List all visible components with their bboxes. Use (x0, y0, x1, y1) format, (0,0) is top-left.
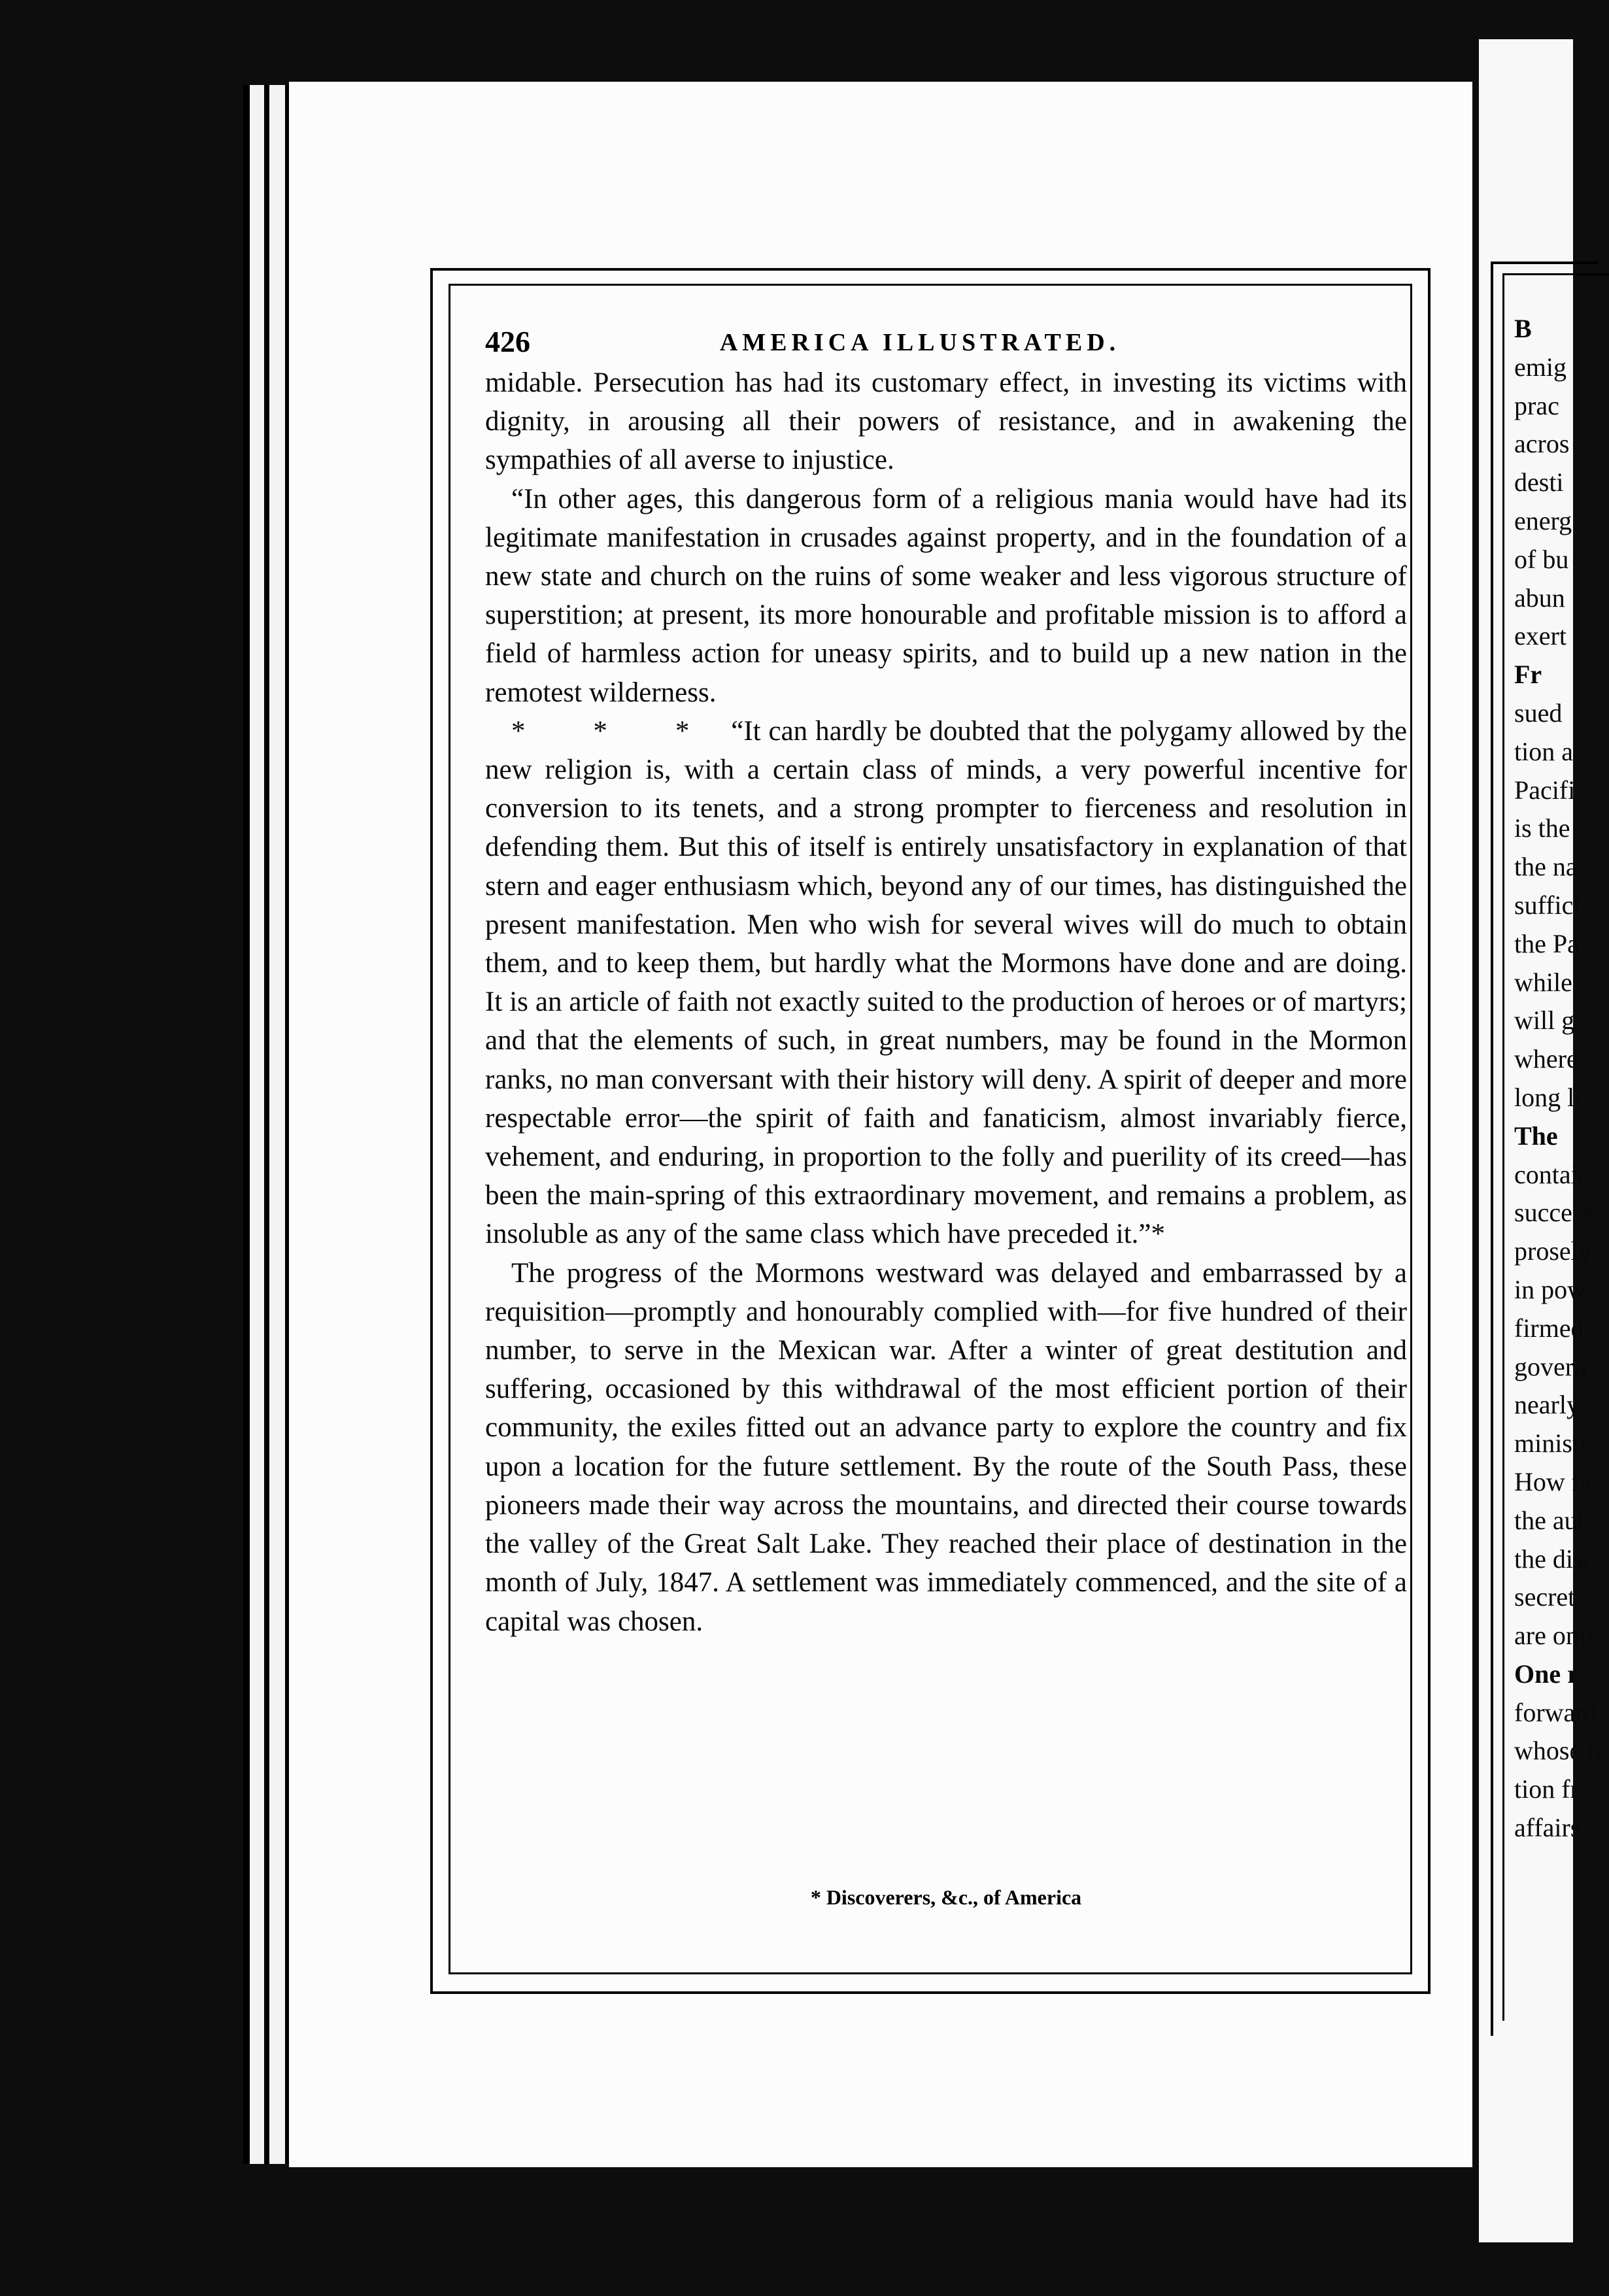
facing-page-line: ministr (1514, 1428, 1589, 1459)
facing-page-edge (1479, 39, 1601, 2242)
paragraph-2: “In other ages, this dangerous form of a religious mania would have had its legitimate manifestation in crusades against property, and in the foundation of a new state and church on the ruins of some weaker and less vigorous structure of superstition; at present, its more honourable and profitable mission is to afford a field of harmless action for uneasy spirits, and to build up a new nation in the remotest wilderness. (485, 483, 1407, 708)
facing-page-line: success (1514, 1198, 1593, 1228)
facing-page-line: are omi (1514, 1621, 1594, 1651)
facing-page-line: B (1514, 314, 1532, 343)
left-page (289, 82, 1472, 2167)
facing-page-line: emig (1514, 352, 1567, 382)
facing-page-line: suffici (1514, 890, 1581, 920)
facing-page-line: firmed (1514, 1313, 1584, 1343)
facing-page-line: sued (1514, 698, 1563, 728)
facing-page-line: is the (1514, 813, 1570, 843)
facing-page-line: tion fro (1514, 1774, 1592, 1804)
facing-page-line: secretar (1514, 1582, 1596, 1612)
facing-page-line: energ (1514, 505, 1572, 535)
facing-page-line: How fa (1514, 1466, 1592, 1496)
book-spine-edge (243, 85, 289, 2164)
paragraph-1: midable. Persecution has had its customary effect, in investing its victims with dignity, in arousing all their powers of resistance, and in awakening the sympathies of all averse to injustice. (485, 367, 1407, 476)
facing-page-line: desti (1514, 467, 1564, 498)
paragraph-4: The progress of the Mormons westward was delayed and embarrassed by a requisition—promptly and honourably complied with—for five hundred of their number, to serve in the Mexican war. After a winter of great destitution and suffering, occasioned by this withdrawal of the most efficient portion of their community, the exiles fitted out an advance party to explore the country and fix upon a location for the future settlement. By the route of the South Pass, these pioneers made their way across the mountains, and directed their course towards the valley of the Great Salt Lake. They reached their place of destination in the month of July, 1847. A settlement was immediately commenced, and the site of a capital was chosen. (485, 1257, 1407, 1637)
facing-page-line: while (1514, 967, 1572, 997)
footnote: * Discoverers, &c., of America (810, 1885, 1082, 1909)
facing-page-line: abun (1514, 582, 1565, 613)
facing-page-line: whose n (1514, 1736, 1601, 1766)
paragraph-3-text: “It can hardly be doubted that the polygamy allowed by the new religion is, with a certain class of minds, a very powerful incentive for conversion to its tenets, and a strong prompter to fierceness and resolution in defending them. But this of itself is entirely unsatisfactory in explanation of that stern and eager enthusiasm which, beyond any of our times, has distinguished the present manifestation. Men who wish for several wives will do much to obtain them, and to keep them, but hardly what the Mormons have done and are doing. It is an article of faith not exactly suited to the production of heroes or of martyrs; and that the elements of such, in great numbers, may be found in the Mormon ranks, no man conversant with their history will deny. A spirit of deeper and more respectable error—the spirit of faith and fanaticism, almost invariably fierce, vehement, and enduring, in proportion to the folly and puerility of its creed—has been the main-spring of this extraordinary movement, and remains a problem, as insoluble as any of the same class which have preceded it.”* (485, 715, 1408, 1250)
running-head (485, 324, 1355, 363)
facing-page-line: long li (1514, 1082, 1582, 1112)
facing-page-line: acros (1514, 429, 1570, 459)
facing-page-line: nearly (1514, 1390, 1580, 1420)
facing-page-line: the na (1514, 852, 1578, 882)
facing-page-line: forward (1514, 1697, 1597, 1727)
facing-page-line: tion a (1514, 736, 1573, 766)
facing-page-line: One r (1514, 1659, 1579, 1689)
body-text (485, 363, 1407, 1641)
asterisk-break: * * * (511, 715, 720, 747)
facing-page-text (1514, 310, 1601, 1848)
facing-page-line: of bu (1514, 544, 1569, 574)
facing-page-line: The (1514, 1121, 1558, 1151)
facing-page-line: prosely (1514, 1236, 1591, 1266)
paragraph-3 (485, 712, 1407, 1254)
page-border-outer (430, 268, 1431, 1994)
running-title: AMERICA ILLUSTRATED. (719, 329, 1121, 356)
facing-page-line: exert (1514, 621, 1567, 651)
facing-page-line: the disr (1514, 1544, 1592, 1574)
facing-page-line: the aut (1514, 1505, 1585, 1535)
facing-page-line: Pacifi (1514, 775, 1576, 805)
facing-page-line: contair (1514, 1159, 1587, 1189)
facing-page-line: will g (1514, 1005, 1575, 1036)
facing-page-line: govern (1514, 1351, 1587, 1381)
facing-page-line: where (1514, 1044, 1578, 1074)
facing-page-line: Fr (1514, 660, 1542, 690)
page-number: 426 (485, 325, 530, 358)
facing-page-line: prac (1514, 390, 1559, 420)
facing-page-line: in pow (1514, 1274, 1586, 1304)
facing-page-line: the Pa (1514, 928, 1579, 958)
facing-page-line: affairs. (1514, 1813, 1587, 1843)
